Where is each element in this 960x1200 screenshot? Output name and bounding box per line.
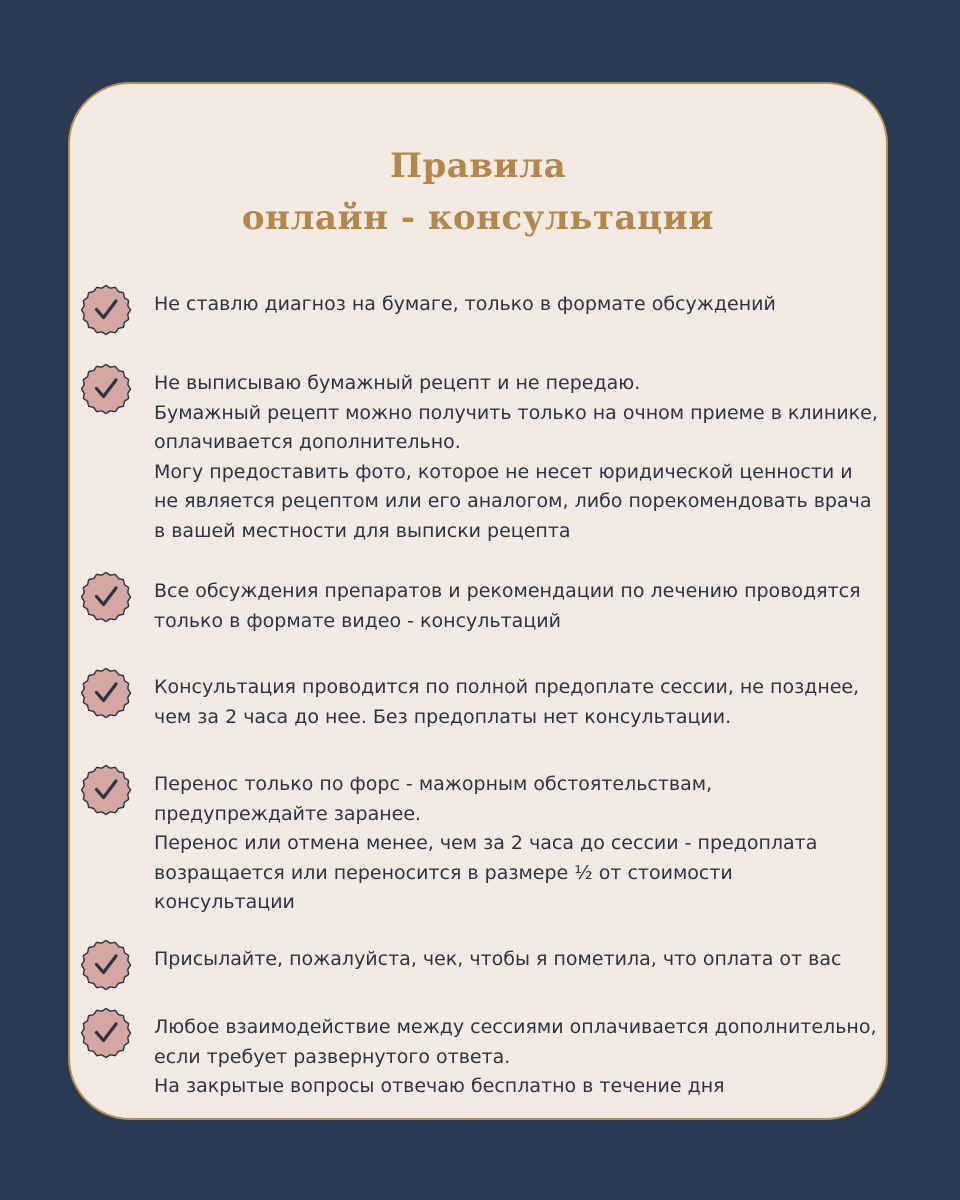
rule-text-line: Консультация проводится по полной предоплате сессии, не позднее, <box>154 676 860 698</box>
rule-text-line: если требует развернутого ответа. <box>154 1045 511 1068</box>
rule-text <box>154 945 841 975</box>
checkmark-badge-icon <box>80 363 132 415</box>
rule-text-line: Перенос или отмена менее, чем за 2 часа до сессии - предоплата <box>154 832 818 854</box>
rule-text-line: Присылайте, пожалуйста, чек, чтобы я пометила, что оплата от вас <box>154 948 842 970</box>
rule-text-line: только в формате видео - консультаций <box>154 609 561 632</box>
checkmark-badge-icon <box>80 284 132 336</box>
rule-text <box>154 577 861 636</box>
rule-text-line: консультации <box>154 891 295 913</box>
rule-text-line: Могу предоставить фото, которое не несет юридической ценности и <box>154 460 853 483</box>
rule-text-line: оплачивается дополнительно. <box>154 431 461 453</box>
rule-text-line: Не ставлю диагноз на бумаге, только в формате обсуждений <box>154 293 776 315</box>
rule-text <box>154 290 776 320</box>
page-title <box>70 140 886 244</box>
rule-text-line: возращается или переносится в размере ½ от стоимости <box>154 861 733 884</box>
rule-text <box>154 369 878 546</box>
checkmark-badge-icon <box>80 939 132 991</box>
checkmark-badge-icon <box>80 571 132 623</box>
rule-text-line: не является рецептом или его аналогом, либо порекомендовать врача <box>154 490 872 512</box>
rules-card <box>68 82 888 1120</box>
rule-text-line: чем за 2 часа до нее. Без предоплаты нет консультации. <box>154 705 732 728</box>
rule-text-line: Все обсуждения препаратов и рекомендации по лечению проводятся <box>154 580 861 602</box>
rule-text-line: На закрытые вопросы отвечаю бесплатно в течение дня <box>154 1075 725 1097</box>
rule-text-line: Бумажный рецепт можно получить только на очном приеме в клинике, <box>154 401 878 424</box>
checkmark-badge-icon <box>80 764 132 816</box>
checkmark-badge-icon <box>80 1007 132 1059</box>
title-line-1: Правила <box>389 146 567 186</box>
rule-text <box>154 770 817 918</box>
rule-text <box>154 1013 876 1102</box>
checkmark-badge-icon <box>80 667 132 719</box>
rule-text-line: предупреждайте заранее. <box>154 802 422 825</box>
rule-text <box>154 673 859 732</box>
rule-text-line: в вашей местности для выписки рецепта <box>154 519 571 542</box>
title-line-2: онлайн - консультации <box>241 198 715 238</box>
rule-text-line: Перенос только по форс - мажорным обстоятельствам, <box>154 773 713 795</box>
rule-text-line: Не выписываю бумажный рецепт и не передаю. <box>154 372 641 394</box>
rule-text-line: Любое взаимодействие между сессиями оплачивается дополнительно, <box>154 1016 877 1038</box>
